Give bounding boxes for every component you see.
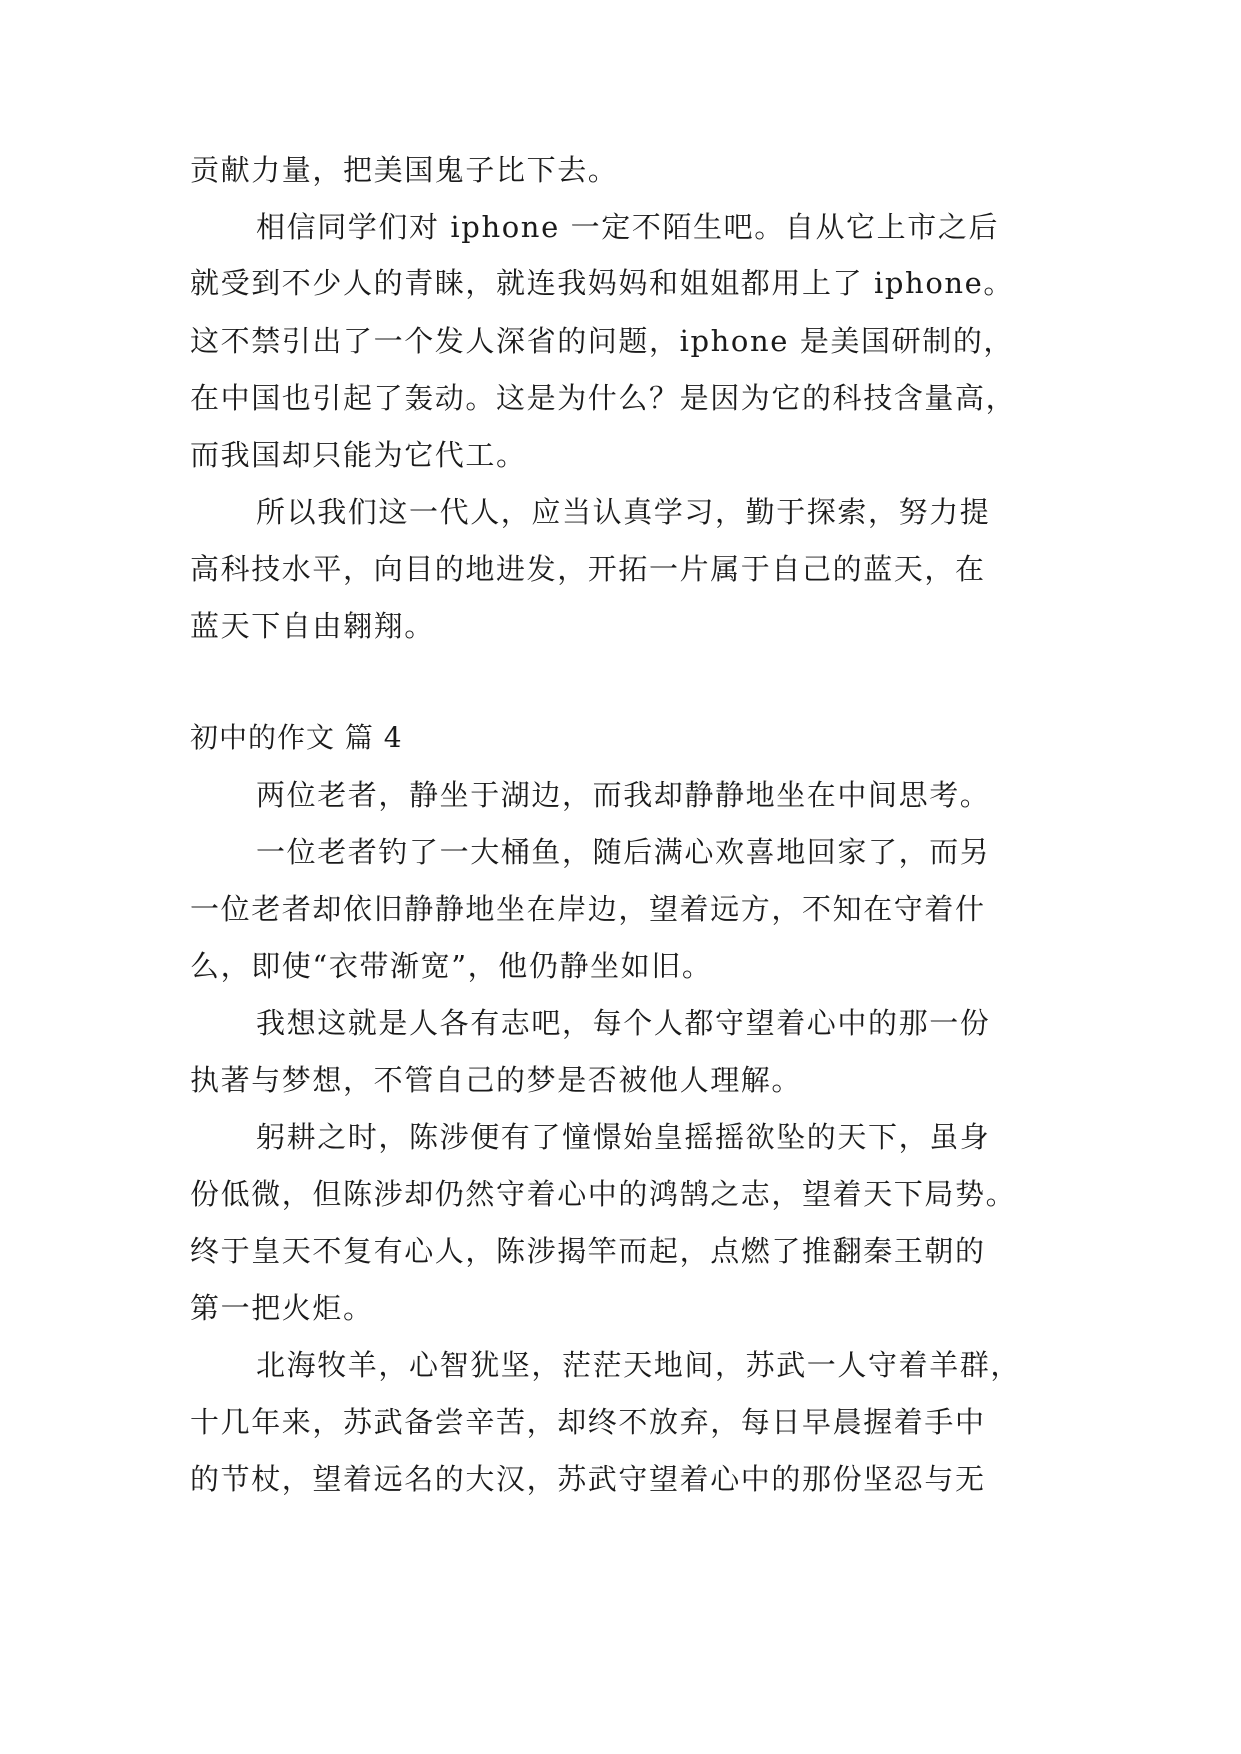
paragraph-line: 十几年来，苏武备尝辛苦，却终不放弃，每日早晨握着手中 (190, 1405, 986, 1439)
paragraph-line: 躬耕之时，陈涉便有了憧憬始皇摇摇欲坠的天下，虽身 (256, 1120, 991, 1154)
paragraph-line: 在中国也引起了轰动。这是为什么？是因为它的科技含量高， (190, 381, 1017, 415)
paragraph-line: 份低微，但陈涉却仍然守着心中的鸿鹄之志，望着天下局势。 (190, 1177, 1017, 1211)
paragraph-line: 北海牧羊，心智犹坚，茫茫天地间，苏武一人守着羊群， (256, 1348, 1022, 1382)
paragraph-line: 执著与梦想，不管自己的梦是否被他人理解。 (190, 1063, 803, 1097)
paragraph-line: 一位老者却依旧静静地坐在岸边，望着远方，不知在守着什 (190, 892, 986, 926)
paragraph-line: 所以我们这一代人，应当认真学习，勤于探索，努力提 (256, 495, 991, 529)
paragraph-line: 相信同学们对 iphone 一定不陌生吧。自从它上市之后 (256, 210, 1000, 244)
paragraph-line: 蓝天下自由翱翔。 (190, 609, 435, 643)
paragraph-line: 贡献力量，把美国鬼子比下去。 (190, 153, 619, 187)
paragraph-line: 第一把火炬。 (190, 1291, 374, 1325)
paragraph-line: 我想这就是人各有志吧，每个人都守望着心中的那一份 (256, 1006, 991, 1040)
paragraph-line: 而我国却只能为它代工。 (190, 438, 527, 472)
paragraph-line: 终于皇天不复有心人，陈涉揭竿而起，点燃了推翻秦王朝的 (190, 1234, 986, 1268)
paragraph-line: 这不禁引出了一个发人深省的问题，iphone 是美国研制的， (190, 324, 1015, 358)
paragraph-line: 么，即使“衣带渐宽”，他仍静坐如旧。 (190, 949, 713, 983)
paragraph-line: 就受到不少人的青睐，就连我妈妈和姐姐都用上了 iphone。 (190, 266, 1015, 300)
paragraph-line: 两位老者，静坐于湖边，而我却静静地坐在中间思考。 (256, 778, 991, 812)
paragraph-line: 一位老者钓了一大桶鱼，随后满心欢喜地回家了，而另 (256, 835, 991, 869)
section-heading: 初中的作文 篇 4 (190, 721, 403, 754)
paragraph-line: 高科技水平，向目的地进发，开拓一片属于自己的蓝天，在 (190, 552, 986, 586)
paragraph-line: 的节杖，望着远名的大汉，苏武守望着心中的那份坚忍与无 (190, 1462, 986, 1496)
